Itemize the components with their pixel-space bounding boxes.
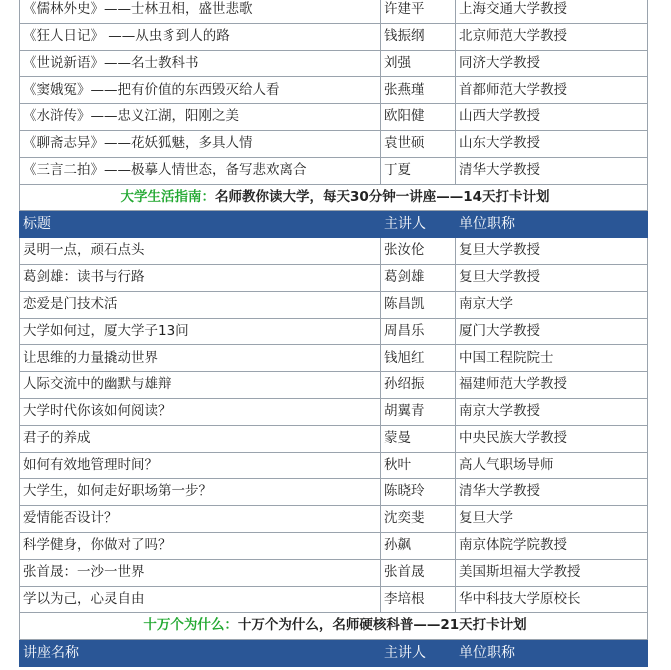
lecturer-name: 张首晟 <box>381 559 456 586</box>
header-title: 标题 <box>20 211 381 238</box>
table-row <box>20 23 648 50</box>
section-banner-subtitle: 十万个为什么，名师硬核科普——21天打卡计划 <box>237 617 527 634</box>
lecturer-position: 复旦大学教授 <box>456 264 648 291</box>
lecturer-position: 南京体院学院教授 <box>456 532 648 559</box>
lecture-title: 灵明一点，顽石点头 <box>20 238 381 265</box>
table-row <box>20 372 648 399</box>
table-row <box>20 398 648 425</box>
table-row <box>20 104 648 131</box>
header-lecturer: 主讲人 <box>381 640 456 667</box>
lecturer-position: 中央民族大学教授 <box>456 425 648 452</box>
table-row <box>20 77 648 104</box>
lecture-title: 大学如何过，厦大学子13问 <box>20 318 381 345</box>
lecturer-name: 周昌乐 <box>381 318 456 345</box>
section-banner-why <box>20 613 648 640</box>
lecture-title: 恋爱是门技术活 <box>20 291 381 318</box>
lecturer-name: 秋叶 <box>381 452 456 479</box>
section-banner-text <box>20 184 648 211</box>
lecturer-name: 袁世硕 <box>381 130 456 157</box>
lecturer-name: 葛剑雄 <box>381 264 456 291</box>
lecturer-name: 张汝伦 <box>381 238 456 265</box>
lecture-title: 大学生，如何走好职场第一步？ <box>20 479 381 506</box>
table-row <box>20 291 648 318</box>
table-header-row <box>20 640 648 667</box>
table-row <box>20 586 648 613</box>
lecturer-position: 高人气职场导师 <box>456 452 648 479</box>
lecturer-position: 美国斯坦福大学教授 <box>456 559 648 586</box>
lecture-title: 《三言二拍》——极摹人情世态，备写悲欢离合 <box>20 157 381 184</box>
lecture-title: 人际交流中的幽默与雄辩 <box>20 372 381 399</box>
lecturer-position: 首都师范大学教授 <box>456 77 648 104</box>
lecturer-name: 陈昌凯 <box>381 291 456 318</box>
lecture-title: 大学时代你该如何阅读？ <box>20 398 381 425</box>
lecturer-name: 刘强 <box>381 50 456 77</box>
lecture-title: 《窦娥冤》——把有价值的东西毁灭给人看 <box>20 77 381 104</box>
lecturer-position: 山东大学教授 <box>456 130 648 157</box>
lecturer-name: 沈奕斐 <box>381 506 456 533</box>
table-row <box>20 238 648 265</box>
lecturer-position: 复旦大学 <box>456 506 648 533</box>
lecture-title: 如何有效地管理时间？ <box>20 452 381 479</box>
table-row <box>20 506 648 533</box>
header-lecturer: 主讲人 <box>381 211 456 238</box>
table-row <box>20 50 648 77</box>
table-header-row <box>20 211 648 238</box>
lecturer-position: 同济大学教授 <box>456 50 648 77</box>
table-row <box>20 479 648 506</box>
lecture-title: 《儒林外史》——士林丑相，盛世悲歌 <box>20 0 381 23</box>
lecturer-name: 丁夏 <box>381 157 456 184</box>
section-banner-label: 十万个为什么： <box>143 617 238 634</box>
lecture-table <box>19 0 648 667</box>
lecture-title: 学以为己，心灵自由 <box>20 586 381 613</box>
lecturer-position: 复旦大学教授 <box>456 238 648 265</box>
lecturer-name: 蒙曼 <box>381 425 456 452</box>
header-title: 讲座名称 <box>20 640 381 667</box>
lecturer-position: 中国工程院院士 <box>456 345 648 372</box>
table-row <box>20 264 648 291</box>
lecturer-position: 南京大学教授 <box>456 398 648 425</box>
lecturer-name: 孙飙 <box>381 532 456 559</box>
lecture-title: 科学健身，你做对了吗？ <box>20 532 381 559</box>
section-banner-text <box>20 613 648 640</box>
lecture-title: 爱情能否设计？ <box>20 506 381 533</box>
lecture-title: 《世说新语》——名士教科书 <box>20 50 381 77</box>
lecturer-name: 钱旭红 <box>381 345 456 372</box>
lecture-list <box>19 0 647 667</box>
table-row <box>20 0 648 23</box>
table-row <box>20 425 648 452</box>
lecture-title: 张首晟：一沙一世界 <box>20 559 381 586</box>
lecture-title: 君子的养成 <box>20 425 381 452</box>
lecturer-position: 福建师范大学教授 <box>456 372 648 399</box>
lecturer-name: 许建平 <box>381 0 456 23</box>
lecturer-position: 华中科技大学原校长 <box>456 586 648 613</box>
lecture-title: 《聊斋志异》——花妖狐魅，多具人情 <box>20 130 381 157</box>
lecturer-position: 厦门大学教授 <box>456 318 648 345</box>
lecturer-name: 陈晓玲 <box>381 479 456 506</box>
lecturer-name: 李培根 <box>381 586 456 613</box>
lecture-title: 葛剑雄：读书与行路 <box>20 264 381 291</box>
table-row <box>20 157 648 184</box>
section-banner-college-guide <box>20 184 648 211</box>
table-row <box>20 532 648 559</box>
lecturer-name: 张燕瑾 <box>381 77 456 104</box>
table-row <box>20 559 648 586</box>
lecturer-position: 清华大学教授 <box>456 479 648 506</box>
lecturer-position: 北京师范大学教授 <box>456 23 648 50</box>
lecturer-position: 清华大学教授 <box>456 157 648 184</box>
lecture-title: 让思维的力量撬动世界 <box>20 345 381 372</box>
section-banner-label: 大学生活指南： <box>120 188 215 205</box>
header-position: 单位职称 <box>456 640 648 667</box>
lecturer-position: 山西大学教授 <box>456 104 648 131</box>
lecture-title: 《水浒传》——忠义江湖，阳刚之美 <box>20 104 381 131</box>
lecturer-name: 钱振纲 <box>381 23 456 50</box>
lecturer-position: 南京大学 <box>456 291 648 318</box>
table-row <box>20 318 648 345</box>
lecturer-name: 欧阳健 <box>381 104 456 131</box>
lecturer-name: 孙绍振 <box>381 372 456 399</box>
table-row <box>20 345 648 372</box>
table-row <box>20 452 648 479</box>
lecturer-position: 上海交通大学教授 <box>456 0 648 23</box>
lecture-title: 《狂人日记》 ——从虫豸到人的路 <box>20 23 381 50</box>
table-row <box>20 130 648 157</box>
section-banner-subtitle: 名师教你读大学，每天30分钟一讲座——14天打卡计划 <box>214 188 550 205</box>
lecturer-name: 胡翼青 <box>381 398 456 425</box>
header-position: 单位职称 <box>456 211 648 238</box>
